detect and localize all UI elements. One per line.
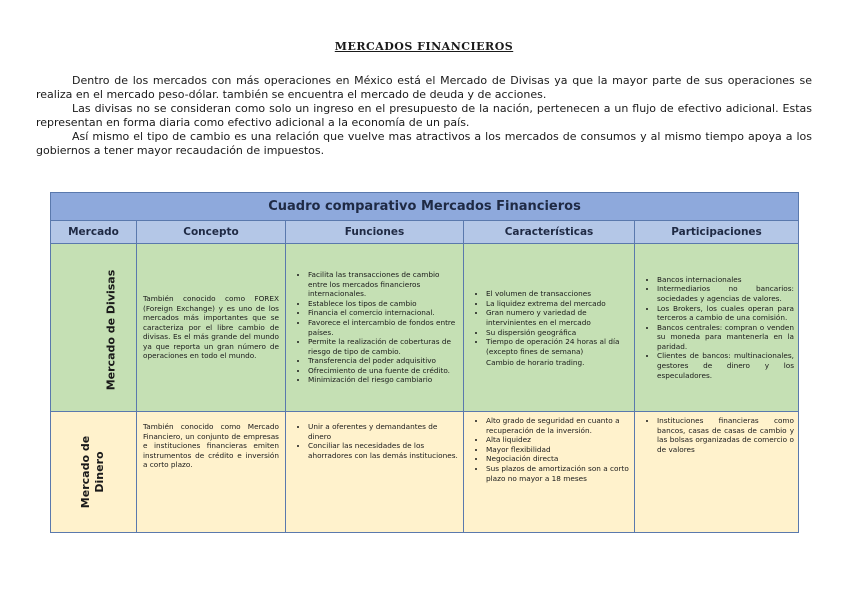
concepto-text: También conocido como Mercado Financiero, un conjunto de empresas e instituciones financieras emiten instrumentos de crédito e inversión a corto plazo. [143, 422, 279, 470]
intro-paragraph: Las divisas no se consideran como solo un ingreso en el presupuesto de la nación, pertenecen a un flujo de efectivo adicional. Estas representan en forma diaria como efectivo adicional a la economía de un país. [36, 102, 812, 129]
list-item: • Alta liquidez [486, 435, 630, 445]
list-item: • Instituciones financieras como bancos, casas de casas de cambio y las bolsas organizadas de comercio o de valores [657, 416, 794, 454]
list-item: • Los Brokers, los cuales operan para terceros a cambio de una comisión. [657, 304, 794, 323]
concepto-cell [137, 412, 286, 533]
participaciones-list [635, 273, 798, 383]
caracteristicas-list [464, 412, 634, 485]
header-mercado: Mercado [51, 221, 137, 244]
caracteristicas-list [464, 287, 634, 358]
mercado-name [80, 436, 108, 508]
header-caracteristicas: Características [464, 221, 635, 244]
list-item: • Bancos centrales: compran o venden su moneda para mantenerla en la paridad. [657, 323, 794, 352]
list-item: • Permite la realización de coberturas de riesgo de tipo de cambio. [308, 337, 459, 356]
funciones-list [286, 268, 463, 387]
mercado-name: Mercado de Divisas [104, 269, 118, 391]
header-participaciones: Participaciones [635, 221, 799, 244]
participaciones-list [635, 412, 798, 456]
participaciones-cell [635, 244, 799, 412]
concepto-cell [137, 244, 286, 412]
caracteristicas-cell [464, 244, 635, 412]
list-item: • Financia el comercio internacional. [308, 308, 459, 318]
mercado-name-line: Dinero [93, 451, 107, 493]
list-item: • Bancos internacionales [657, 275, 794, 285]
header-funciones: Funciones [286, 221, 464, 244]
list-item: • Transferencia del poder adquisitivo [308, 356, 459, 366]
caracteristicas-cell [464, 412, 635, 533]
list-item: • Sus plazos de amortización son a corto plazo no mayor a 18 meses [486, 464, 630, 483]
list-item: • Clientes de bancos: multinacionales, gestores de dinero y los especuladores. [657, 351, 794, 380]
list-item: • Su dispersión geográfica [486, 328, 630, 338]
list-item: • Alto grado de seguridad en cuanto a recuperación de la inversión. [486, 416, 630, 435]
caracteristicas-extra: Cambio de horario trading. [486, 358, 585, 368]
mercado-name-line: Mercado de [79, 435, 93, 509]
table-header-row [51, 221, 799, 244]
intro-paragraph: Así mismo el tipo de cambio es una relación que vuelve mas atractivos a los mercados de consumos y al mismo tiempo apoya a los gobiernos a tener mayor recaudación de impuestos. [36, 130, 812, 157]
list-item: • Minimización del riesgo cambiario [308, 375, 459, 385]
list-item: • El volumen de transacciones [486, 289, 630, 299]
funciones-list [286, 412, 463, 462]
table-row-dinero [51, 412, 799, 533]
list-item: • Tiempo de operación 24 horas al día (excepto fines de semana) [486, 337, 630, 356]
document-title: MERCADOS FINANCIEROS [334, 40, 514, 53]
header-concepto: Concepto [137, 221, 286, 244]
intro-paragraph: Dentro de los mercados con más operaciones en México está el Mercado de Divisas ya que la mayor parte de sus operaciones se realiza en el mercado peso-dólar. también se encuentra el mercado de deuda y de acciones. [36, 74, 812, 101]
list-item: • Facilita las transacciones de cambio entre los mercados financieros internacionales. [308, 270, 459, 299]
table-row-divisas [51, 244, 799, 412]
list-item: • Gran numero y variedad de intervinientes en el mercado [486, 308, 630, 327]
list-item: • Negociación directa [486, 454, 630, 464]
list-item: • Establece los tipos de cambio [308, 299, 459, 309]
participaciones-cell [635, 412, 799, 533]
concepto-text: También conocido como FOREX (Foreign Exchange) y es uno de los mercados más importantes que se caracteriza por el libre cambio de divisas. Es el más grande del mundo ya que reporta un gran número de operaciones en todo el mundo. [143, 293, 279, 361]
funciones-cell [286, 412, 464, 533]
table-caption: Cuadro comparativo Mercados Financieros [51, 193, 799, 221]
mercado-cell [51, 244, 137, 412]
list-item: • Ofrecimiento de una fuente de crédito. [308, 366, 459, 376]
mercado-cell [51, 412, 137, 533]
intro-text [36, 74, 812, 158]
list-item: • La liquidez extrema del mercado [486, 299, 630, 309]
list-item: • Mayor flexibilidad [486, 445, 630, 455]
list-item: • Intermediarios no bancarios: sociedades y agencias de valores. [657, 284, 794, 303]
list-item: • Conciliar las necesidades de los ahorradores con las demás instituciones. [308, 441, 459, 460]
list-item: • Unir a oferentes y demandantes de dinero [308, 422, 459, 441]
list-item: • Favorece el intercambio de fondos entre países. [308, 318, 459, 337]
comparison-table [50, 192, 799, 533]
funciones-cell [286, 244, 464, 412]
